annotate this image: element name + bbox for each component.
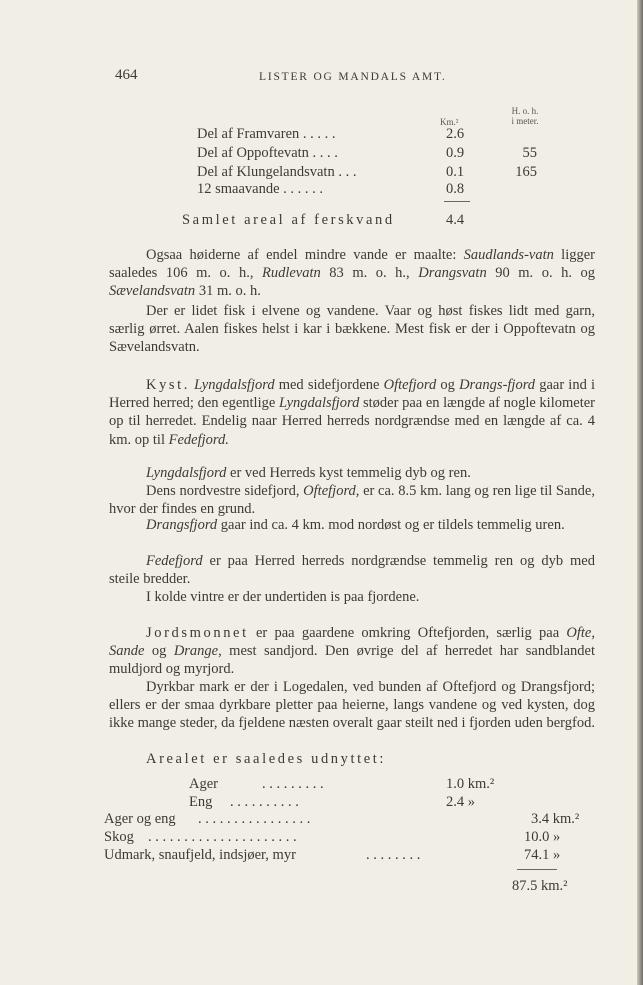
land-use-sub-label: Ager: [189, 776, 218, 792]
fjord-name: Fedefjord: [146, 553, 203, 569]
total-freshwater-label: Samlet areal af ferskvand: [182, 212, 395, 228]
paragraph-lake-heights: [109, 246, 595, 301]
text: støder paa en længde af nogle kilometer op til herredet. Endelig naar Herred herreds nordgrændse med en længde af ca. 4 km. op til: [109, 395, 595, 448]
land-use-sub-value: 2.4 »: [446, 794, 475, 810]
fjord-name: Drangs-fjord: [459, 377, 536, 393]
text: gaar ind ca. 4 km. mod nordøst og er tildels temmelig uren.: [217, 517, 565, 533]
text: Ogsaa høiderne af endel mindre vande er maalte:: [146, 247, 464, 263]
leader-dots: . . . . . . . . .: [262, 776, 324, 792]
fjord-name: Lyngdalsfjord: [146, 465, 227, 481]
text: er paa Herred herreds nordgrændse temmelig ren og dyb med steile bredder.: [109, 553, 595, 588]
paragraph-oftefjord: [109, 482, 595, 518]
land-use-total: 87.5 km.²: [512, 878, 568, 894]
land-use-sub-value: 1.0 km.²: [446, 776, 495, 792]
leader-dots: . . . . . . . . . .: [230, 794, 299, 810]
paragraph-arable-land: Dyrkbar mark er der i Logedalen, ved bunden af Oftefjord og Drangsfjord; ellers er der smaa dyrkbare pletter paa heierne, langs vandene og ved kysten, dog ikke mange steder, da fjeldene næsten overalt gaar steilt ned i fjorden uden bergfod.: [109, 679, 595, 732]
area-row-label: 12 smaavande . . . . . .: [197, 181, 324, 197]
km-column-heading: Km.²: [440, 117, 459, 127]
sum-rule: [517, 869, 557, 870]
text: 83 m. o. h.,: [320, 265, 419, 282]
fjord-name: Lyngdalsfjord: [194, 377, 275, 393]
area-row-height: 55: [522, 145, 537, 161]
text: mest sandjord. Den øvrige del af herredet har sandblandet muldjord og myrjord.: [109, 643, 596, 678]
fjord-name: Lyngdalsfjord: [278, 395, 360, 412]
land-use-value: 74.1 »: [524, 847, 561, 863]
text: gaar ind i Herred herred; den egentlige: [109, 377, 595, 412]
text: ligger saaledes 106 m. o. h.,: [109, 247, 595, 282]
page-edge: [637, 0, 643, 985]
leader-dots: . . . . . . . . . . . . . . . . . . . . .: [148, 829, 297, 845]
area-row-label: Del af Framvaren . . . . .: [197, 126, 336, 142]
running-title: LISTER OG MANDALS AMT.: [259, 71, 447, 83]
area-row-label: Del af Klungelandsvatn . . .: [197, 164, 357, 180]
paragraph-drangsfjord: [109, 516, 595, 534]
text: 31 m. o. h.: [195, 283, 261, 300]
fjord-name: Drangsfjord: [146, 517, 218, 533]
height-heading-line-2: i meter.: [511, 116, 539, 126]
section-lead: Kyst.: [146, 377, 191, 393]
fjord-name: Oftefjord,: [303, 483, 360, 499]
paragraph-fish: Der er lidet fisk i elvene og vandene. Vaar og høst fiskes lidt med garn, særlig ørret. Aalen fiskes helst i kar i bækkene. Mest fisk er der i Oppoftevatn og Sævelandsvatn.: [109, 303, 595, 356]
area-row-km: 0.1: [446, 164, 465, 180]
lake-name: Rudlevatn: [261, 265, 321, 282]
text: 90 m. o. h. og: [486, 265, 596, 282]
lake-name: Sævelandsvatn: [109, 283, 196, 300]
sum-rule: [444, 201, 470, 202]
leader-dots: . . . . . . . .: [366, 847, 421, 863]
leader-dots: . . . . . . . . . . . . . . . .: [198, 811, 311, 827]
paragraph-lyngdalsfjord: [109, 464, 595, 482]
text: er ved Herreds kyst temmelig dyb og ren.: [226, 465, 471, 481]
farm-name: Drange,: [173, 643, 222, 660]
land-use-intro: Arealet er saaledes udnyttet:: [146, 751, 387, 767]
height-heading-line-1: H. o. h.: [511, 106, 539, 116]
land-use-value: 3.4 km.²: [531, 811, 580, 827]
area-row-km: 0.9: [446, 145, 465, 161]
area-row-km: 0.8: [446, 181, 465, 197]
area-row-km: 2.6: [446, 126, 465, 142]
fjord-name: Oftefjord: [383, 377, 437, 393]
lake-name: Drangsvatn: [418, 265, 487, 282]
text: og: [144, 643, 174, 660]
text: og: [436, 377, 460, 393]
text: er ca. 8.5 km. lang og ren lige til Sande, hvor der findes en grund.: [109, 483, 595, 518]
paragraph-ice: I kolde vintre er der undertiden is paa fjordene.: [146, 589, 420, 605]
section-lead: Jordsmonnet: [146, 625, 249, 641]
fjord-name: Fedefjord.: [168, 431, 229, 448]
area-row-height: 165: [515, 164, 537, 180]
area-row-label: Del af Oppoftevatn . . . .: [197, 145, 338, 161]
land-use-label: Ager og eng: [104, 811, 176, 827]
land-use-value: 10.0 »: [524, 829, 561, 845]
height-column-heading: [500, 106, 550, 126]
total-freshwater-value: 4.4: [446, 212, 465, 228]
paragraph-soil: [109, 624, 595, 679]
land-use-label: Udmark, snaufjeld, indsjøer, myr: [104, 847, 296, 863]
paragraph-fedefjord: [109, 552, 595, 588]
land-use-sub-label: Eng: [189, 794, 213, 810]
page-number: 464: [115, 67, 138, 83]
land-use-label: Skog: [104, 829, 134, 845]
paragraph-coast: [109, 376, 595, 449]
text: Dens nordvestre sidefjord,: [146, 483, 304, 499]
farm-name: Ofte, Sande: [109, 625, 595, 660]
text: med sidefjordene: [274, 377, 384, 393]
text: er paa gaardene omkring Oftefjorden, særlig paa: [248, 625, 567, 641]
lake-name: Saudlands-vatn: [463, 247, 554, 263]
